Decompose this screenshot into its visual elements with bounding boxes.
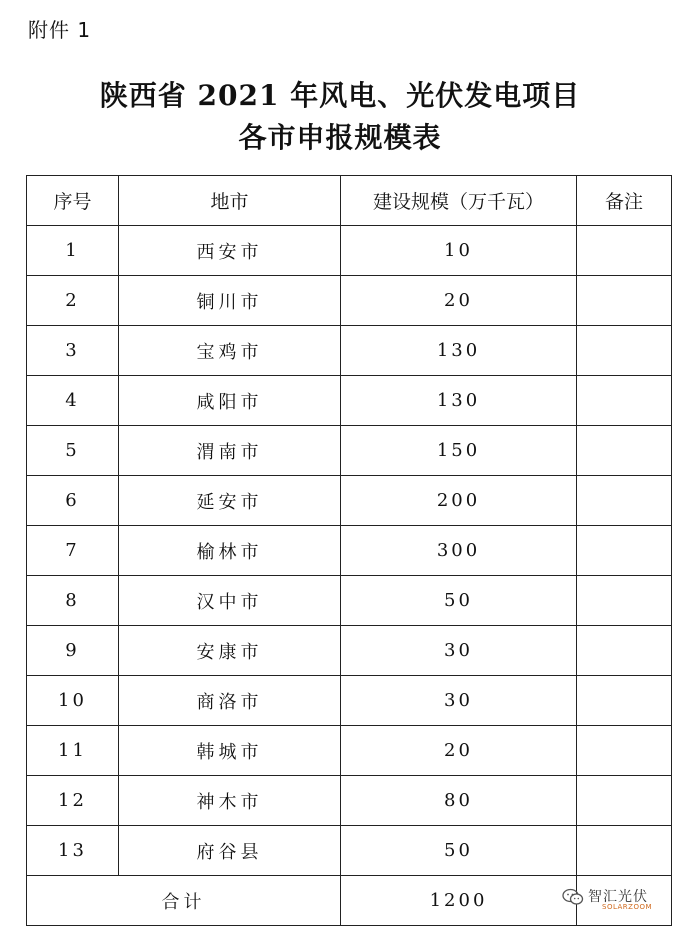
- row-scale: 20: [341, 726, 577, 776]
- table-row: [27, 276, 672, 326]
- row-region: 安康市: [119, 626, 341, 676]
- row-scale: 10: [341, 226, 577, 276]
- row-region: 府谷县: [119, 826, 341, 876]
- watermark-subtext: SOLARZOOM: [602, 903, 653, 911]
- row-note: [577, 676, 672, 726]
- row-region: 汉中市: [119, 576, 341, 626]
- header-region: 地市: [119, 176, 341, 226]
- row-index: 3: [27, 326, 119, 376]
- row-index: 7: [27, 526, 119, 576]
- table-row: [27, 576, 672, 626]
- table-row: [27, 376, 672, 426]
- row-region: 延安市: [119, 476, 341, 526]
- row-region: 神木市: [119, 776, 341, 826]
- table-row: [27, 826, 672, 876]
- row-note: [577, 576, 672, 626]
- total-label: 合计: [27, 876, 341, 926]
- row-index: 13: [27, 826, 119, 876]
- table-row: [27, 776, 672, 826]
- row-note: [577, 826, 672, 876]
- row-note: [577, 426, 672, 476]
- row-index: 5: [27, 426, 119, 476]
- row-scale: 300: [341, 526, 577, 576]
- row-scale: 50: [341, 576, 577, 626]
- row-note: [577, 526, 672, 576]
- table-row: [27, 476, 672, 526]
- table-body: [27, 226, 672, 876]
- row-region: 铜川市: [119, 276, 341, 326]
- row-scale: 30: [341, 626, 577, 676]
- row-scale: 80: [341, 776, 577, 826]
- table-row: [27, 526, 672, 576]
- document-subtitle: 各市申报规模表: [238, 121, 442, 154]
- watermark-text: 智汇光伏: [588, 889, 648, 905]
- row-region: 宝鸡市: [119, 326, 341, 376]
- header-scale: 建设规模（万千瓦）: [341, 176, 577, 226]
- row-index: 1: [27, 226, 119, 276]
- table-row: [27, 226, 672, 276]
- header-index: 序号: [27, 176, 119, 226]
- row-scale: 150: [341, 426, 577, 476]
- row-note: [577, 376, 672, 426]
- row-note: [577, 726, 672, 776]
- row-note: [577, 276, 672, 326]
- row-index: 11: [27, 726, 119, 776]
- row-region: 韩城市: [119, 726, 341, 776]
- table-row: [27, 426, 672, 476]
- attachment-label: 附件 1: [28, 18, 92, 42]
- row-scale: 200: [341, 476, 577, 526]
- row-scale: 130: [341, 376, 577, 426]
- row-index: 2: [27, 276, 119, 326]
- wechat-icon: [562, 888, 584, 906]
- row-note: [577, 776, 672, 826]
- row-region: 咸阳市: [119, 376, 341, 426]
- row-note: [577, 326, 672, 376]
- table-header-row: [27, 176, 672, 226]
- table-row: [27, 326, 672, 376]
- row-scale: 20: [341, 276, 577, 326]
- table-row: [27, 676, 672, 726]
- row-region: 西安市: [119, 226, 341, 276]
- table-row: [27, 726, 672, 776]
- row-region: 渭南市: [119, 426, 341, 476]
- header-note: 备注: [577, 176, 672, 226]
- row-region: 榆林市: [119, 526, 341, 576]
- row-index: 9: [27, 626, 119, 676]
- watermark: [562, 884, 674, 914]
- table-row: [27, 626, 672, 676]
- scale-table: [26, 175, 672, 926]
- row-note: [577, 626, 672, 676]
- row-index: 12: [27, 776, 119, 826]
- row-index: 4: [27, 376, 119, 426]
- row-note: [577, 476, 672, 526]
- row-scale: 130: [341, 326, 577, 376]
- row-index: 6: [27, 476, 119, 526]
- row-scale: 50: [341, 826, 577, 876]
- row-note: [577, 226, 672, 276]
- total-scale: 1200: [341, 876, 577, 926]
- row-scale: 30: [341, 676, 577, 726]
- document-title: 陕西省 2021 年风电、光伏发电项目: [99, 79, 581, 112]
- row-index: 8: [27, 576, 119, 626]
- row-index: 10: [27, 676, 119, 726]
- row-region: 商洛市: [119, 676, 341, 726]
